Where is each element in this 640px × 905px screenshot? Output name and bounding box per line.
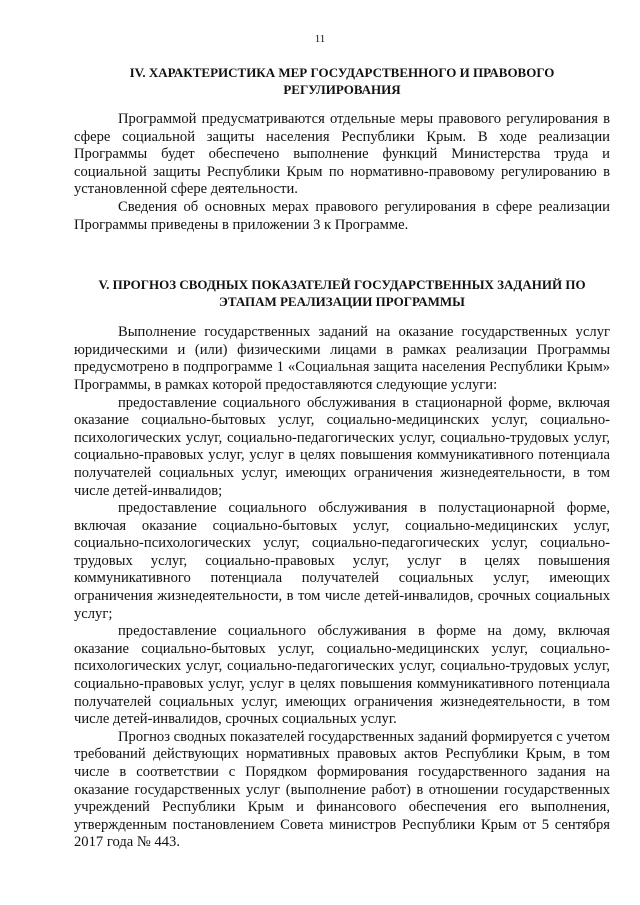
paragraph: Выполнение государственных заданий на оказание государственных услуг юридическими и (или) физическими лицами в рамках реализации Программы предусмотрено в подпрограмме 1 «Социальная защита населения Республики Крым» Программы, в рамках которой предоставляются следующие услуги:: [74, 324, 610, 393]
section-4: [74, 64, 610, 234]
section-5-title-line1: V. ПРОГНОЗ СВОДНЫХ ПОКАЗАТЕЛЕЙ ГОСУДАРСТВЕННЫХ ЗАДАНИЙ ПО: [98, 277, 586, 293]
list-item: предоставление социального обслуживания в полустационарной форме, включая оказание социально-бытовых услуг, социально-медицинских услуг, социально-психологических услуг, социально-педагогических услуг, социально-трудовых услуг, социально-правовых услуг, услуг в целях повышения коммуникативного потенциала получателей социальных услуг, имеющих ограничения жизнедеятельности, в том числе детей-инвалидов, срочных социальных услуг;: [74, 500, 610, 622]
page-content: [74, 64, 610, 852]
paragraph: Программой предусматриваются отдельные меры правового регулирования в сфере социальной защиты населения Республики Крым. В ходе реализации Программы будет обеспечено выполнение функций Министерства труда и социальной защиты Республики Крым по нормативно-правовому регулированию в установленной сфере деятельности.: [74, 111, 610, 198]
section-4-title-line2: РЕГУЛИРОВАНИЯ: [283, 82, 401, 97]
section-5-body: [74, 324, 610, 852]
list-item: предоставление социального обслуживания в стационарной форме, включая оказание социально-бытовых услуг, социально-медицинских услуг, социально-психологических услуг, социально-педагогических услуг, социально-трудовых услуг, социально-правовых услуг, услуг в целях повышения коммуникативного потенциала получателей социальных услуг, имеющих ограничения жизнедеятельности, в том числе детей-инвалидов;: [74, 394, 610, 499]
section-4-title: [74, 64, 610, 98]
paragraph: Прогноз сводных показателей государственных заданий формируется с учетом требований действующих нормативных правовых актов Республики Крым, в том числе в соответствии с Порядком формирования государственного задания на оказание государственных услуг (выполнение работ) в отношении государственных учреждений Республики Крым и финансового обеспечения его выполнения, утвержденным постановлением Совета министров Республики Крым от 5 сентября 2017 года № 443.: [74, 728, 610, 851]
section-4-body: [74, 111, 610, 234]
section-4-title-line1: IV. ХАРАКТЕРИСТИКА МЕР ГОСУДАРСТВЕННОГО И ПРАВОВОГО: [129, 65, 555, 80]
page-number: 11: [314, 33, 326, 45]
paragraph: Сведения об основных мерах правового регулирования в сфере реализации Программы приведены в приложении 3 к Программе.: [74, 198, 610, 233]
list-item: предоставление социального обслуживания в форме на дому, включая оказание социально-бытовых услуг, социально-медицинских услуг, социально-психологических услуг, социально-педагогических услуг, социально-трудовых услуг, социально-правовых услуг, услуг в целях повышения коммуникативного потенциала получателей социальных услуг, имеющих ограничения жизнедеятельности, в том числе детей-инвалидов, срочных социальных услуг.: [74, 623, 610, 728]
section-5-title: [74, 276, 610, 310]
section-5: [74, 276, 610, 852]
section-5-title-line2: ЭТАПАМ РЕАЛИЗАЦИИ ПРОГРАММЫ: [219, 294, 465, 310]
